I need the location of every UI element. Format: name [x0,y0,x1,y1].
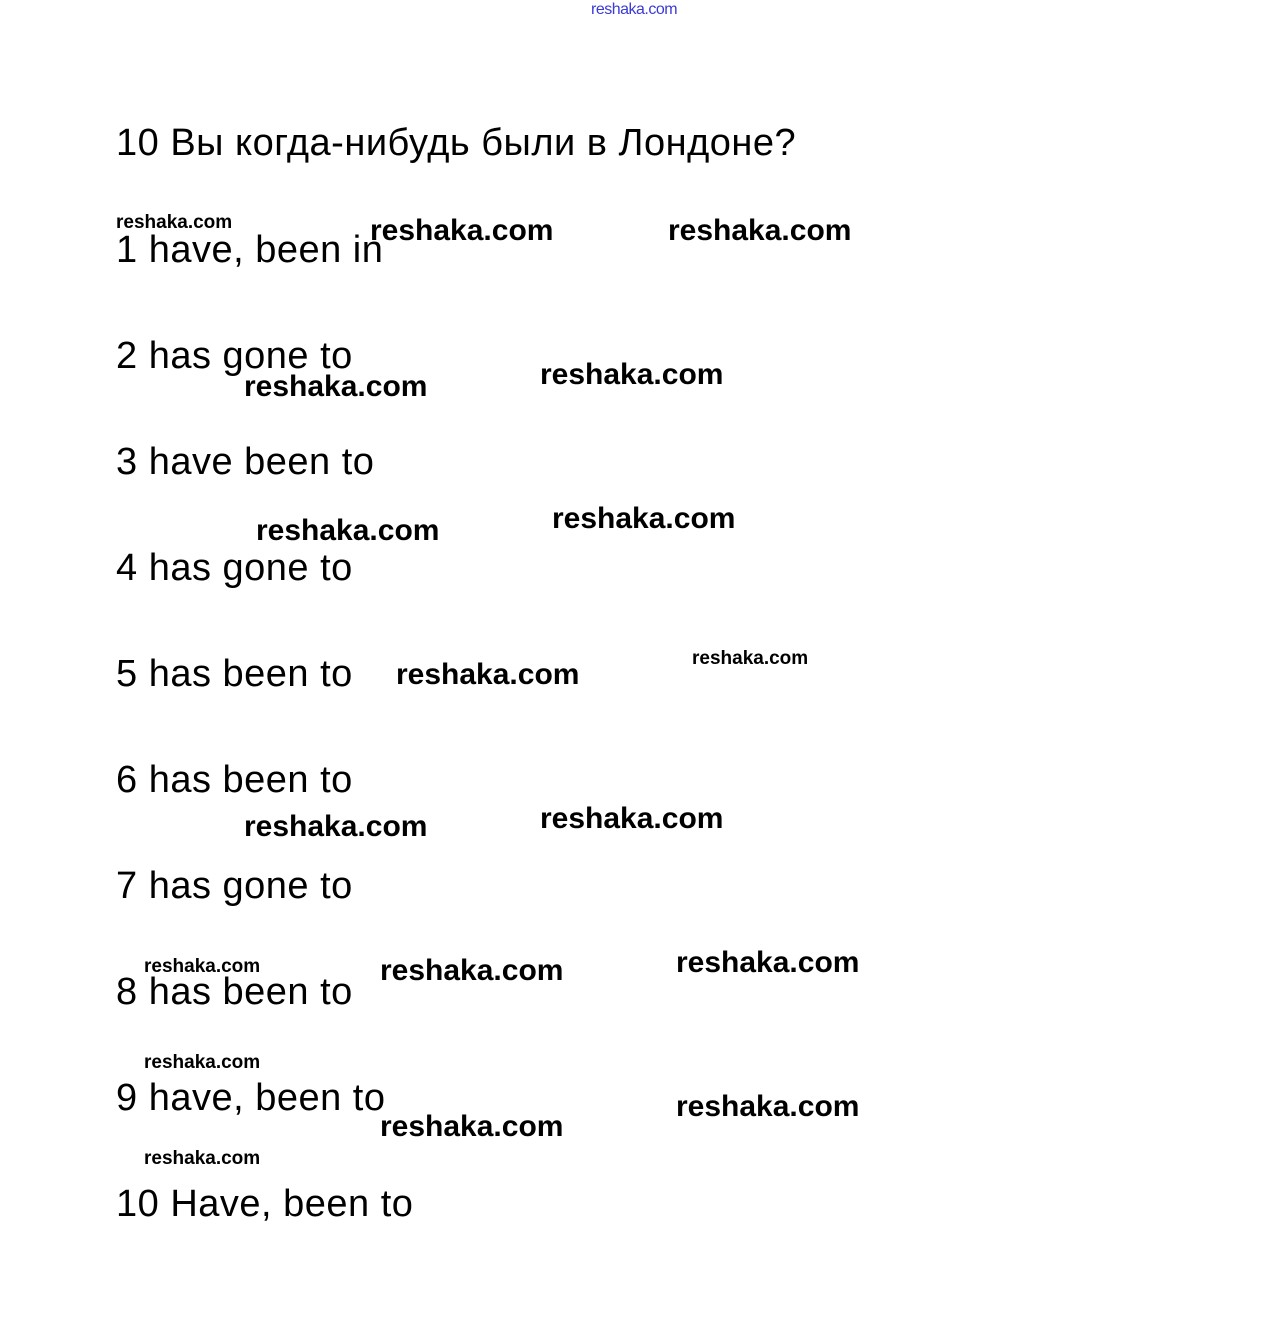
answer-line-6: 6 has been to [116,759,353,801]
watermark: reshaka.com [540,802,724,835]
watermark: reshaka.com [244,370,428,403]
answer-line-2: 2 has gone to [116,335,353,377]
answer-line-4: 4 has gone to [116,547,353,589]
exercise-heading: 10 Вы когда-нибудь были в Лондоне? [116,122,797,164]
watermark: reshaka.com [256,514,440,547]
watermark: reshaka.com [370,214,554,247]
site-link[interactable]: reshaka.com [591,1,678,18]
watermark: reshaka.com [692,648,809,669]
watermark: reshaka.com [668,214,852,247]
watermark: reshaka.com [144,1052,261,1073]
watermark: reshaka.com [144,956,261,977]
watermark: reshaka.com [396,658,580,691]
answer-line-8: 8 has been to [116,971,353,1013]
watermark: reshaka.com [380,1110,564,1143]
watermark: reshaka.com [380,954,564,987]
watermark: reshaka.com [144,1148,261,1169]
watermark: reshaka.com [676,1090,860,1123]
answer-line-1: 1 have, been in [116,229,384,271]
answer-line-5: 5 has been to [116,653,353,695]
watermark: reshaka.com [540,358,724,391]
answer-line-3: 3 have been to [116,441,375,483]
answer-line-7: 7 has gone to [116,865,353,907]
watermark: reshaka.com [244,810,428,843]
watermark: reshaka.com [116,212,233,233]
answer-line-10: 10 Have, been to [116,1183,414,1225]
watermark: reshaka.com [676,946,860,979]
watermark: reshaka.com [552,502,736,535]
answer-line-9: 9 have, been to [116,1077,386,1119]
